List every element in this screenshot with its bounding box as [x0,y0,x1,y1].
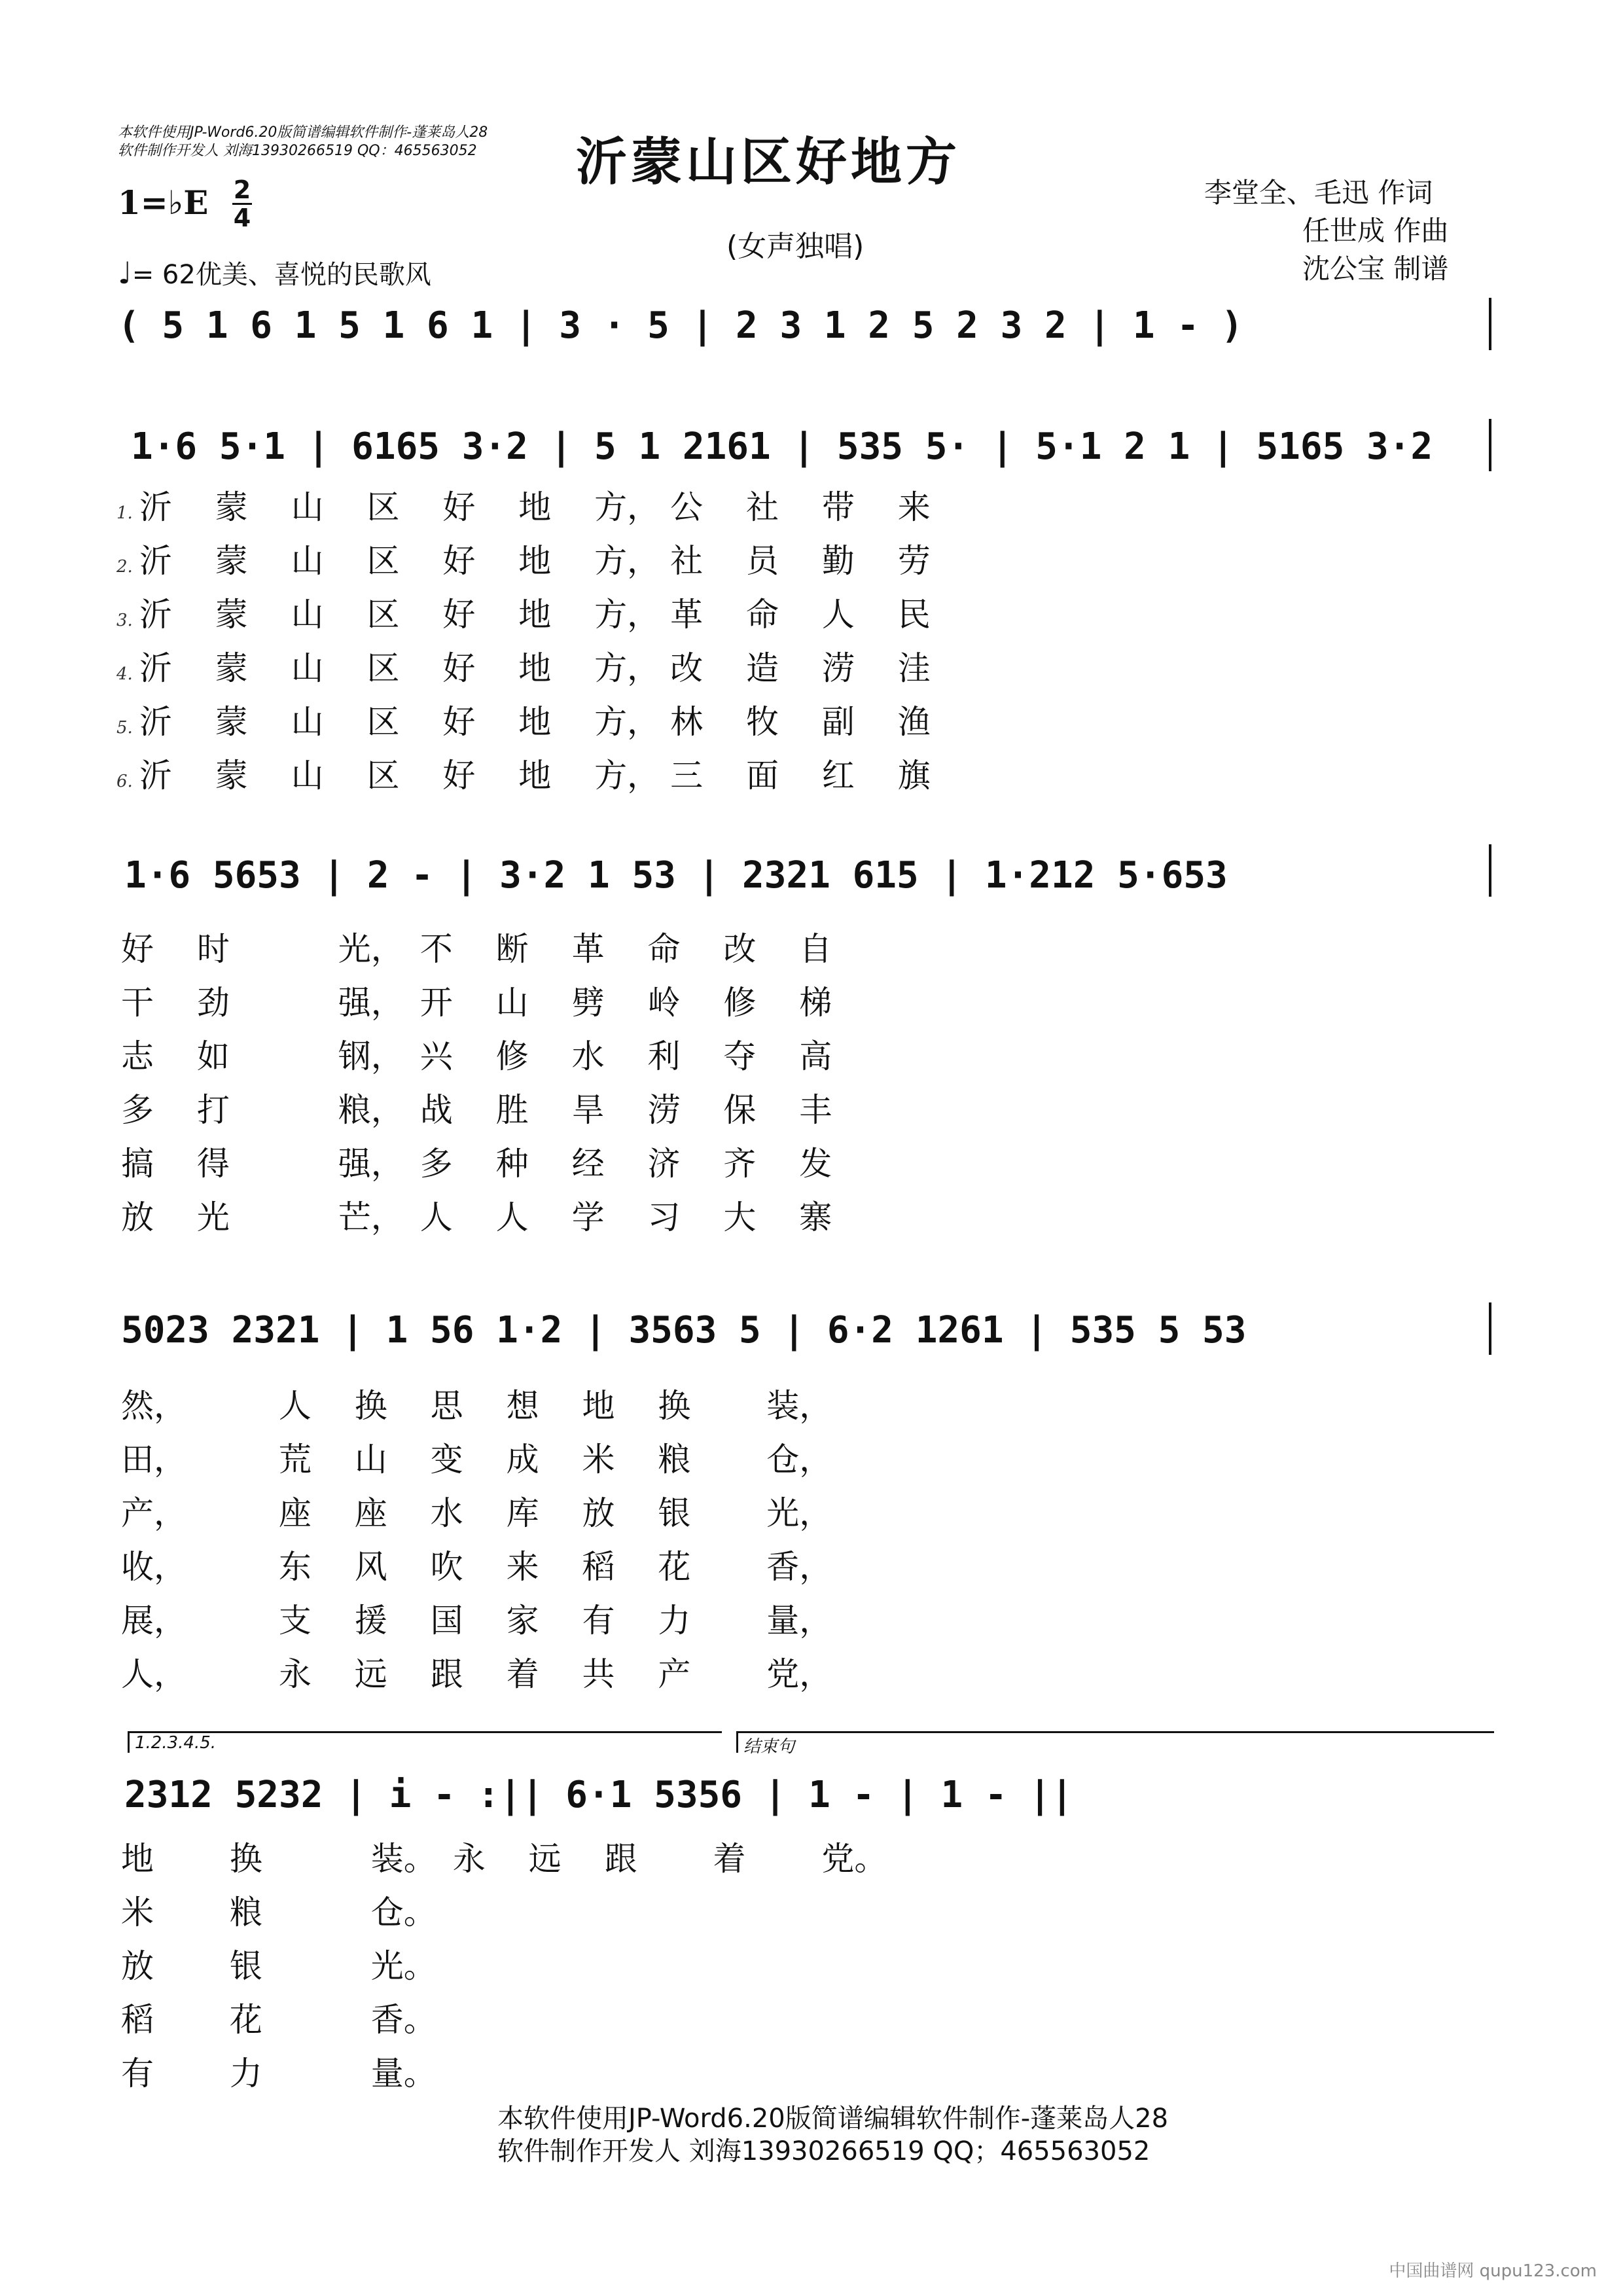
quarter-note-icon: ♩ [118,255,132,291]
notation-row-3: 5023 2321 | 1 56 1·2 | 3563 5 | 6·2 1261 | 535 5 53 [121,1309,1247,1352]
lyric-line: 志 如 钢， 兴 修 水 利 夺 高 [121,1037,832,1075]
header-note-line-1: 本软件使用JP-Word6.20版简谱编辑软件制作-蓬莱岛人28 [118,124,488,141]
footer-note-line-1: 本软件使用JP-Word6.20版简谱编辑软件制作-蓬莱岛人28 [497,2104,1169,2134]
notation-row-2: 1·6 5653 | 2 - | 3·2 1 53 | 2321 615 | 1·212 5·653 [124,854,1228,897]
lyric-line: 地 换 装。 永 远 跟 着 党。 [121,1840,887,1878]
key-signature: 1=♭E [118,183,209,222]
notation-row-4: 2312 5232 | i - :|| 6·1 5356 | 1 - | 1 - || [124,1774,1073,1816]
lyric-line: 田， 荒 山 变 成 米 粮 仓， [121,1441,832,1479]
tempo-marking [118,254,431,291]
barline [1489,419,1491,471]
lyric-line: 有 力 量。 [121,2054,437,2092]
lyric-line [116,481,931,528]
lyric-text: 沂 蒙 山 区 好 地 方， 社 员 勤 劳 [139,542,931,580]
volta-bracket-first [128,1731,722,1753]
lyric-line [116,749,931,797]
credit-arranger: 沈公宝 制谱 [1302,253,1449,285]
tempo-text: = 62优美、喜悦的民歌风 [132,260,431,290]
lyric-line: 多 打 粮， 战 胜 旱 涝 保 丰 [121,1091,832,1129]
lyric-line: 放 光 芒， 人 人 学 习 大 寨 [121,1198,832,1236]
time-signature-top: 2 [233,175,251,204]
volta-first-label: 1.2.3.4.5. [135,1733,217,1753]
song-title: 沂蒙山区好地方 [576,132,961,192]
lyric-text: 沂 蒙 山 区 好 地 方， 革 命 人 民 [139,596,931,634]
footer-note-line-2: 软件制作开发人 刘海13930266519 QQ；465563052 [497,2136,1150,2166]
verse-number: 1. [116,503,133,523]
lyric-text: 沂 蒙 山 区 好 地 方， 改 造 涝 洼 [139,649,931,687]
lyric-line: 米 粮 仓。 [121,1893,437,1931]
barline [1489,298,1491,350]
lyric-line: 产， 座 座 水 库 放 银 光， [121,1494,832,1532]
lyric-line [116,535,931,582]
verse-number: 2. [116,557,133,577]
verse-number: 4. [116,664,133,684]
lyric-line: 稻 花 香。 [121,2001,437,2039]
lyric-text: 沂 蒙 山 区 好 地 方， 三 面 红 旗 [139,757,931,795]
credit-lyricist: 李堂全、毛迅 作词 [1204,177,1433,209]
watermark-logo: 中国曲谱网 qupu123.com [1389,2261,1597,2281]
lyric-line: 然， 人 换 思 想 地 换 装， [121,1387,832,1425]
lyric-line: 干 劲 强， 开 山 劈 岭 修 梯 [121,984,832,1022]
barline [1489,1302,1491,1355]
lyric-text: 沂 蒙 山 区 好 地 方， 公 社 带 来 [139,488,931,526]
lyric-line [116,588,931,636]
notation-row-1: 1·6 5·1 | 6165 3·2 | 5 1 2161 | 535 5· | 5·1 2 1 | 5165 3·2 [131,425,1433,468]
song-subtitle: (女声独唱) [726,230,865,263]
lyric-line [116,642,931,689]
verse-number: 3. [116,611,133,630]
notation-row-intro: ( 5 1 6 1 5 1 6 1 | 3 · 5 | 2 3 1 2 5 2 3 2 | 1 - ) [118,304,1243,347]
lyric-line [116,696,931,743]
time-signature [232,177,252,231]
barline [1489,844,1491,897]
lyric-line: 搞 得 强， 多 种 经 济 齐 发 [121,1145,832,1183]
volta-bracket-ending [736,1731,1494,1757]
header-note-line-2: 软件制作开发人 刘海13930266519 QQ：465563052 [118,143,477,159]
lyric-line: 好 时 光， 不 断 革 命 改 自 [121,930,832,968]
lyric-text: 沂 蒙 山 区 好 地 方， 林 牧 副 渔 [139,703,931,741]
lyric-line: 人， 永 远 跟 着 共 产 党， [121,1655,832,1693]
verse-number: 6. [116,772,133,791]
credit-composer: 任世成 作曲 [1302,215,1449,247]
time-signature-bottom: 4 [233,204,251,232]
volta-ending-label: 结束句 [743,1737,795,1757]
lyric-line: 收， 东 风 吹 来 稻 花 香， [121,1548,832,1586]
verse-number: 5. [116,718,133,738]
lyric-line: 放 银 光。 [121,1947,437,1985]
lyric-line: 展， 支 援 国 家 有 力 量， [121,1602,832,1640]
